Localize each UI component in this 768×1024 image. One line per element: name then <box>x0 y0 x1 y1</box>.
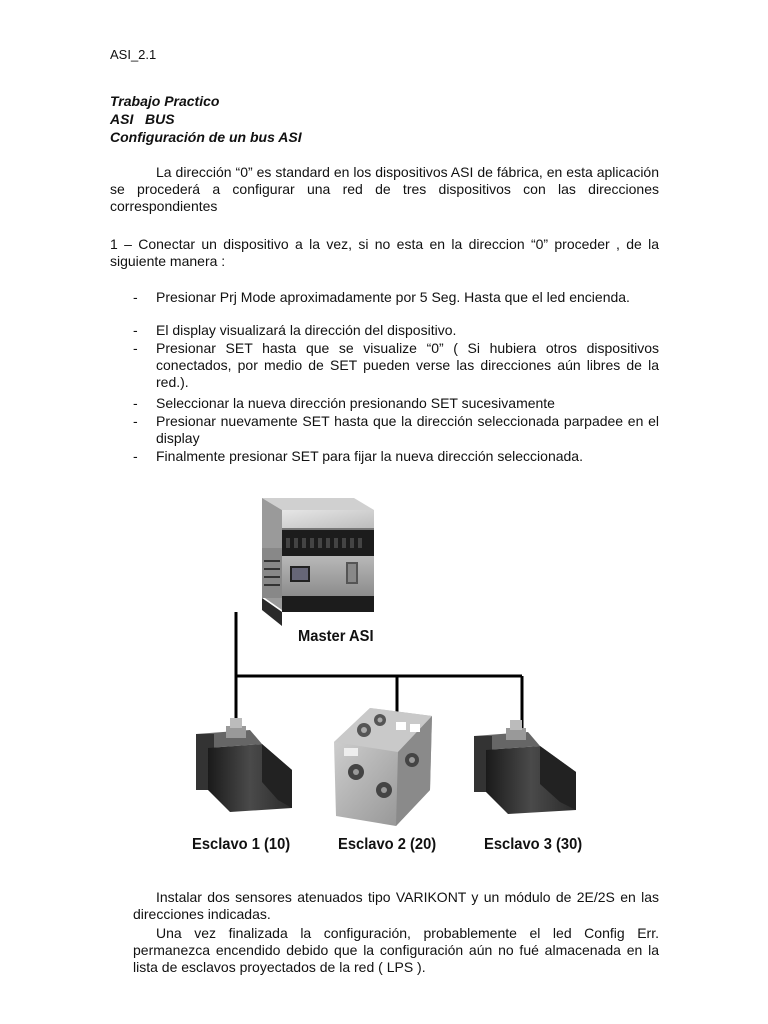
list-item: Presionar Prj Mode aproximadamente por 5 Seg. Hasta que el led encienda. <box>156 289 630 305</box>
slave-1-label: Esclavo 1 (10) <box>192 836 291 853</box>
master-device-image <box>262 498 374 626</box>
master-label: Master ASI <box>298 628 374 645</box>
title-line-2: ASI BUS <box>110 111 175 127</box>
title-line-3: Configuración de un bus ASI <box>110 129 302 145</box>
document-code: ASI_2.1 <box>110 47 157 62</box>
bullet-marker: - <box>133 413 138 429</box>
title-line-1: Trabajo Practico <box>110 93 220 109</box>
slave-2-module-image <box>334 708 432 826</box>
list-item: Finalmente presionar SET para fijar la nueva dirección seleccionada. <box>156 448 583 464</box>
bullet-marker: - <box>133 322 138 338</box>
step-1-paragraph: 1 – Conectar un dispositivo a la vez, si no esta en la direccion “0” proceder , de la siguiente manera : <box>110 236 659 269</box>
bullet-marker: - <box>133 289 138 305</box>
slave-1-sensor-image <box>196 718 292 812</box>
bullet-marker: - <box>133 395 138 411</box>
closing-paragraph-2: Una vez finalizada la configuración, probablemente el led Config Err. permanezca encendido debido que la configuración aún no fué almacenada en la lista de esclavos proyectados de la red ( LPS ). <box>133 925 659 975</box>
slave-3-sensor-image <box>474 720 576 814</box>
list-item: Seleccionar la nueva dirección presionando SET sucesivamente <box>156 395 555 411</box>
list-item: Presionar SET hasta que se visualize “0” ( Si hubiera otros dispositivos conectados, por medio de SET pueden verse las direcciones aún libres de la red.). <box>156 340 659 390</box>
slave-2-label: Esclavo 2 (20) <box>338 836 437 853</box>
list-item: El display visualizará la dirección del dispositivo. <box>156 322 457 338</box>
list-item: Presionar nuevamente SET hasta que la dirección seleccionada parpadee en el display <box>156 413 659 446</box>
slave-3-label: Esclavo 3 (30) <box>484 836 583 853</box>
intro-paragraph: La dirección “0” es standard en los dispositivos ASI de fábrica, en esta aplicación se procederá a configurar una red de tres dispositivos con las direcciones correspondientes <box>110 164 659 214</box>
bullet-marker: - <box>133 340 138 356</box>
bullet-marker: - <box>133 448 138 464</box>
closing-paragraph-1: Instalar dos sensores atenuados tipo VARIKONT y un módulo de 2E/2S en las direcciones indicadas. <box>133 889 659 922</box>
